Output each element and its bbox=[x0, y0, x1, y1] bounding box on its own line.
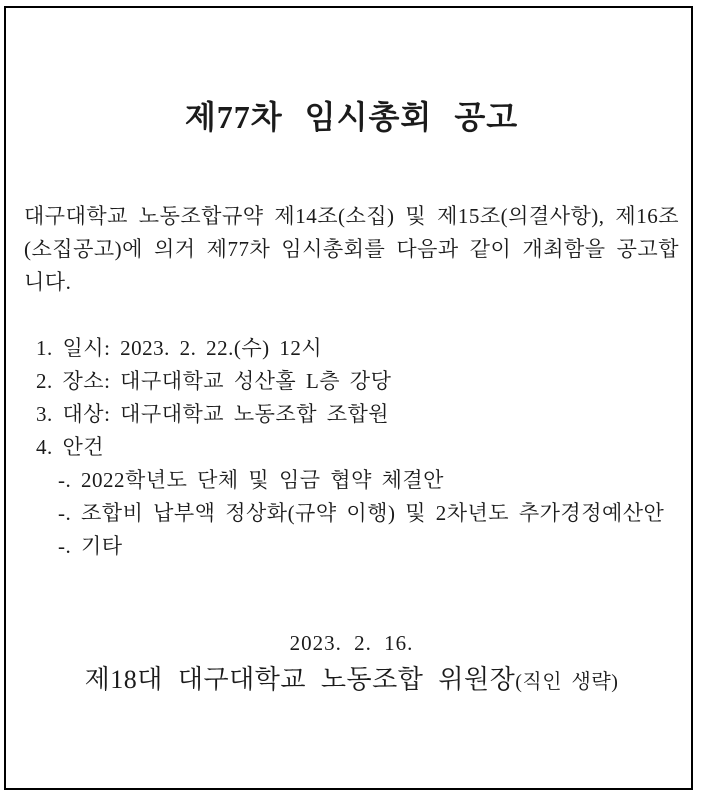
list-item-agenda-header: 4. 안건 bbox=[36, 435, 105, 459]
document-page-border bbox=[4, 6, 693, 790]
notice-footer bbox=[24, 627, 679, 700]
notice-title: 제77차 임시총회 공고 bbox=[184, 99, 519, 135]
list-item-target: 3. 대상: 대구대학교 노동조합 조합원 bbox=[36, 402, 390, 426]
notice-intro-paragraph: 대구대학교 노동조합규약 제14조(소집) 및 제15조(의결사항), 제16조(소집공고)에 의거 제77차 임시총회를 다음과 같이 개최함을 공고합니다. bbox=[24, 204, 679, 294]
agenda-sub-item: -. 2022학년도 단체 및 임금 협약 체결안 bbox=[58, 468, 444, 492]
signature-line bbox=[24, 662, 679, 700]
list-item-place: 2. 장소: 대구대학교 성산홀 L층 강당 bbox=[36, 369, 392, 393]
signature-seal-note: (직인 생략) bbox=[515, 671, 619, 693]
agenda-sub-item: -. 기타 bbox=[58, 534, 123, 558]
list-item-date: 1. 일시: 2023. 2. 22.(수) 12시 bbox=[36, 336, 323, 360]
notice-date: 2023. 2. 16. bbox=[289, 631, 414, 655]
notice-item-list bbox=[24, 332, 679, 563]
signature-title: 제18대 대구대학교 노동조합 위원장 bbox=[84, 665, 516, 694]
agenda-sub-item: -. 조합비 납부액 정상화(규약 이행) 및 2차년도 추가경정예산안 bbox=[58, 501, 665, 525]
